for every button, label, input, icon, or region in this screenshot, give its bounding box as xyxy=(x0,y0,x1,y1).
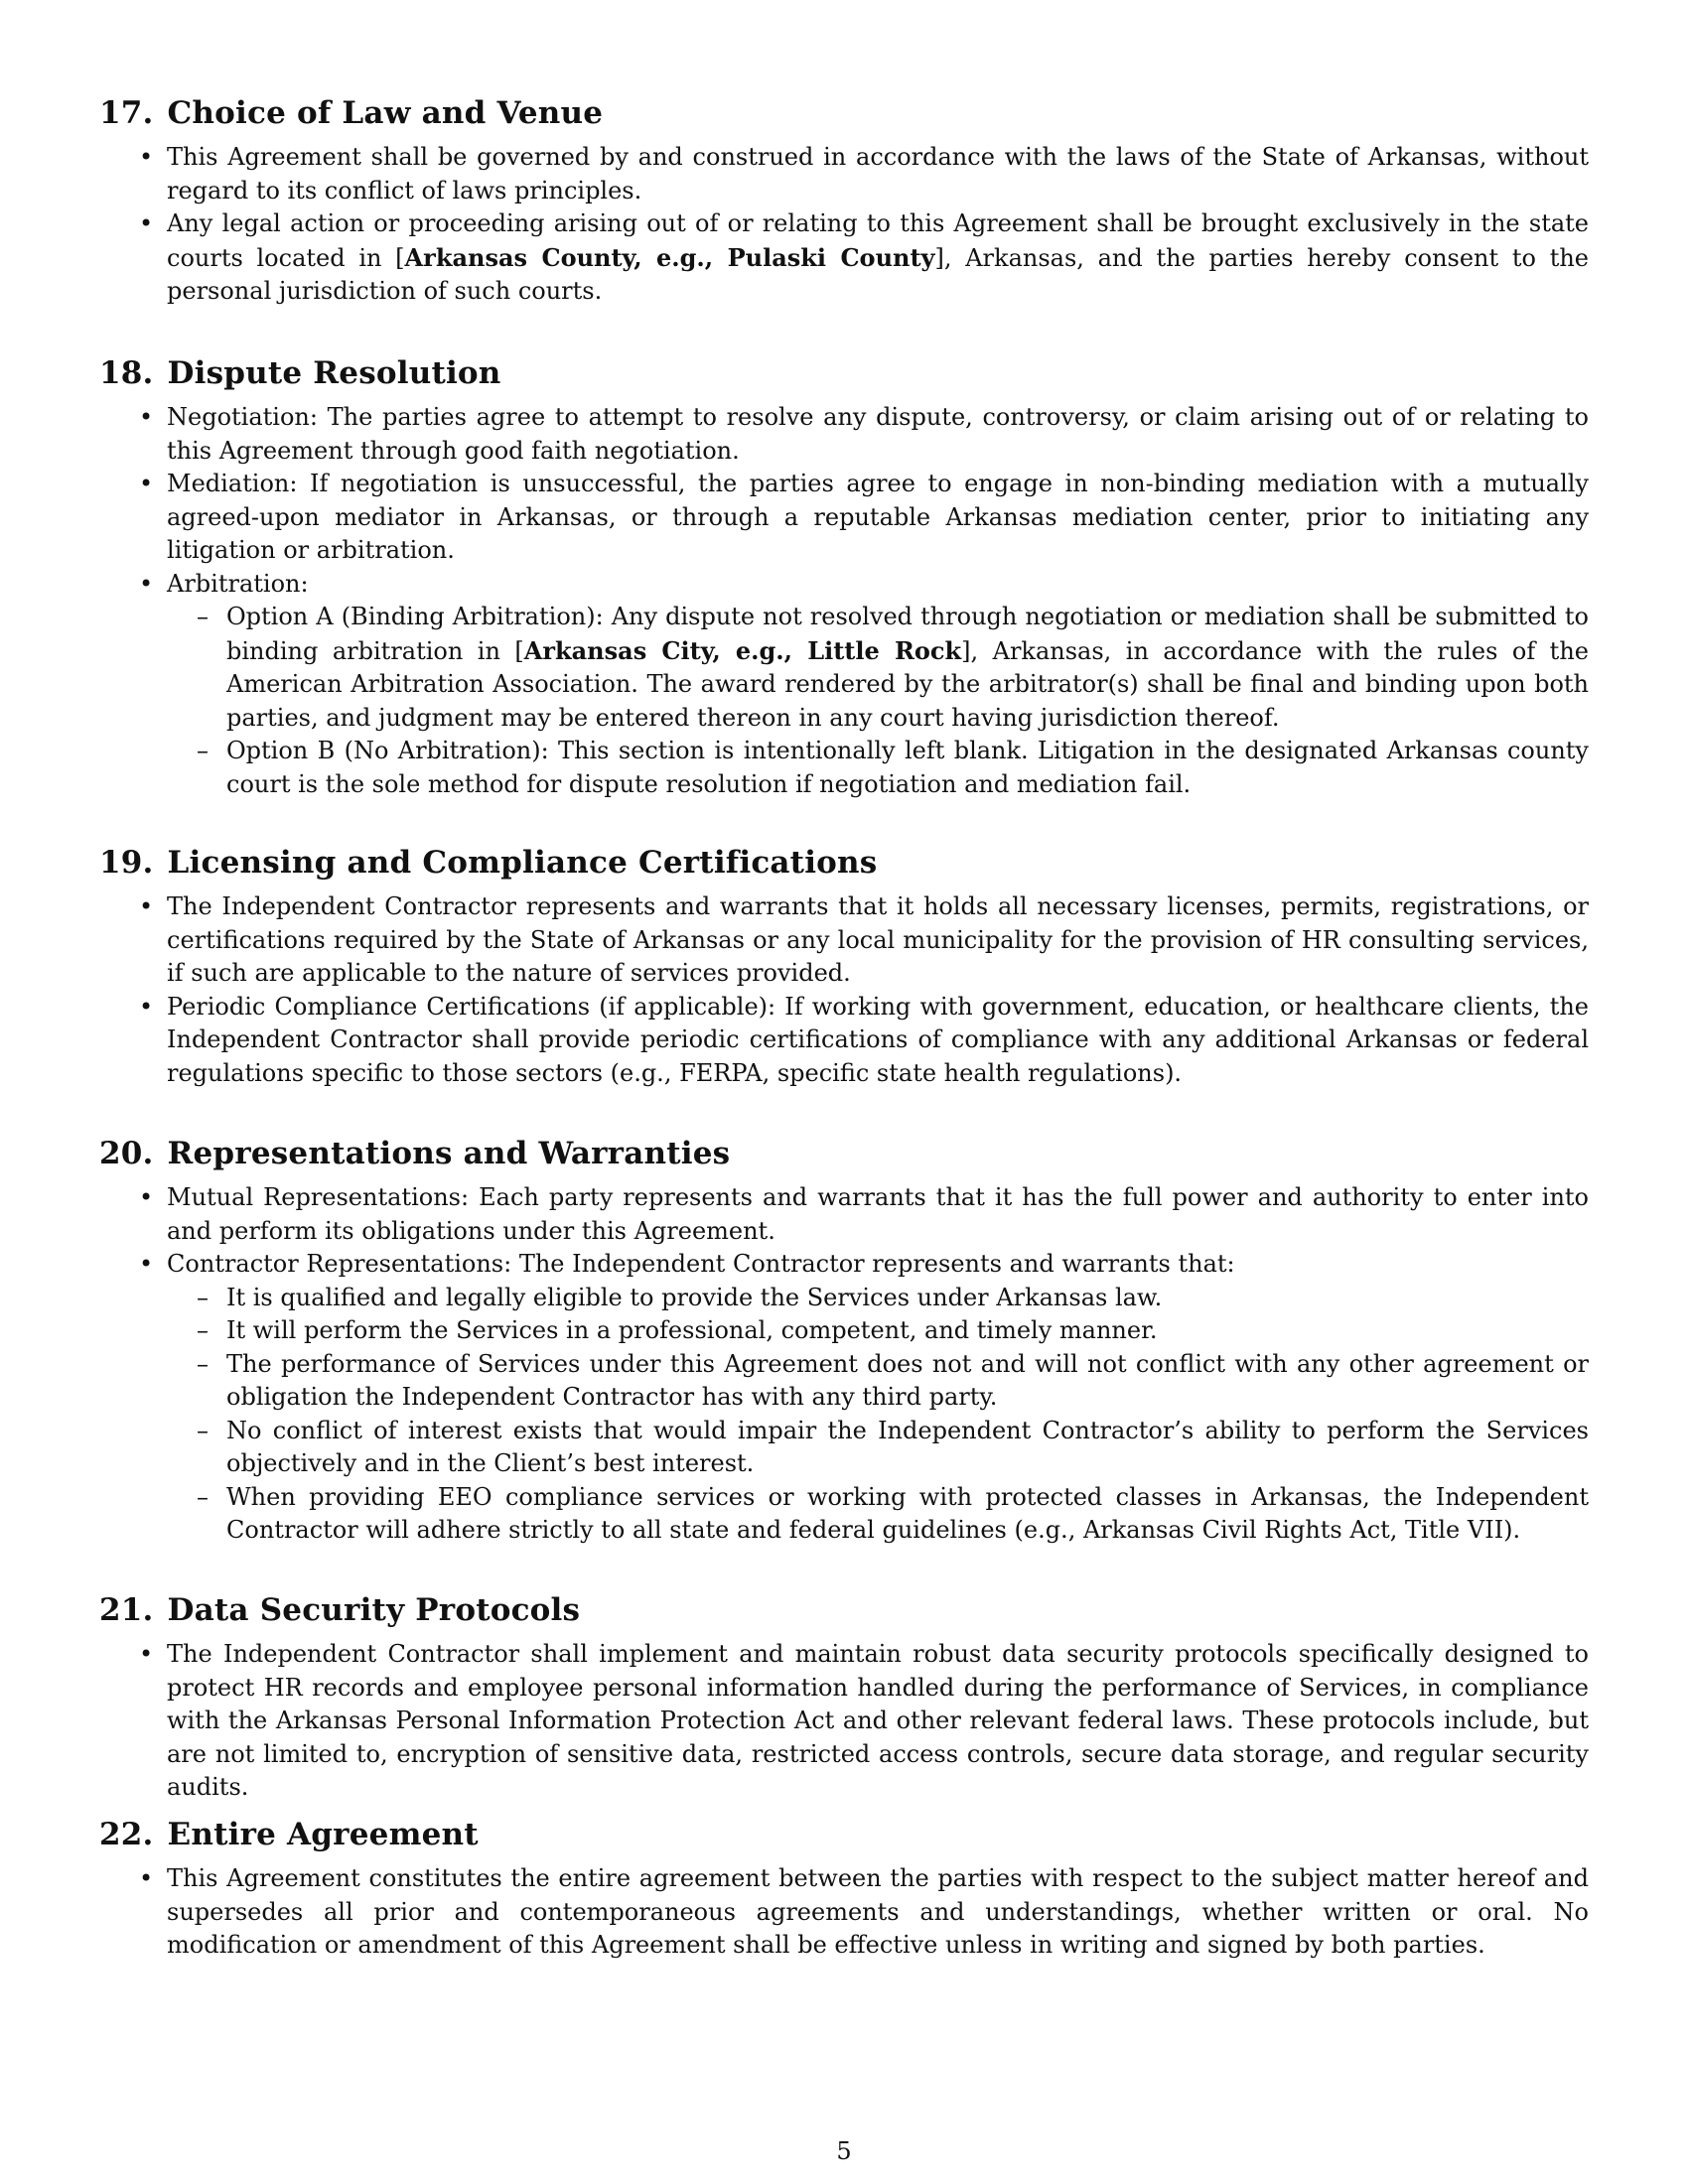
sub-list-item xyxy=(167,601,1589,735)
list-item: • Mediation: If negotiation is unsuccessful, the parties agree to engage in non-binding mediation with a mutually agreed-upon mediator in Arkansas, or through a reputable Arkansas mediation center, prior to initiating any litigation or arbitration. xyxy=(99,468,1589,568)
bullet-list xyxy=(99,401,1589,801)
section-title: Choice of Law and Venue xyxy=(167,95,604,131)
section-heading xyxy=(99,845,1589,881)
section-19 xyxy=(99,845,1589,1090)
section-title: Entire Agreement xyxy=(167,1817,479,1852)
section-title: Licensing and Compliance Certifications xyxy=(167,845,878,881)
section-heading xyxy=(99,355,1589,391)
section-title: Representations and Warranties xyxy=(167,1136,731,1171)
list-item: • Mutual Representations: Each party represents and warrants that it has the full power and authority to enter into and perform its obligations under this Agreement. xyxy=(99,1181,1589,1248)
bullet-list xyxy=(99,141,1589,309)
text-run: Arbitration: xyxy=(167,569,309,598)
sub-list xyxy=(167,1282,1589,1548)
section-20 xyxy=(99,1136,1589,1548)
section-title: Dispute Resolution xyxy=(167,355,501,391)
text-run: Contractor Representations: The Independent Contractor represents and warrants that: xyxy=(167,1250,1235,1278)
placeholder-text: Arkansas County, e.g., Pulaski County xyxy=(404,242,935,272)
section-number: 22. xyxy=(99,1817,154,1852)
section-number: 20. xyxy=(99,1136,154,1171)
section-heading xyxy=(99,1136,1589,1171)
section-number: 21. xyxy=(99,1592,154,1628)
list-item xyxy=(99,568,1589,802)
list-item: • Periodic Compliance Certifications (if applicable): If working with government, education, or healthcare clients, the Independent Contractor shall provide periodic certifications of compliance with any additional Arkansas or federal regulations specific to those sectors (e.g., FERPA, specific state health regulations). xyxy=(99,991,1589,1091)
sub-list-item: – Option B (No Arbitration): This section is intentionally left blank. Litigation in the designated Arkansas county court is the sole method for dispute resolution if negotiation and mediation fail. xyxy=(167,735,1589,801)
list-item: • The Independent Contractor represents and warrants that it holds all necessary licenses, permits, registrations, or certifications required by the State of Arkansas or any local municipality for the provision of HR consulting services, if such are applicable to the nature of services provided. xyxy=(99,890,1589,991)
list-item xyxy=(99,207,1589,309)
list-item: • Negotiation: The parties agree to attempt to resolve any dispute, controversy, or claim arising out of or relating to this Agreement through good faith negotiation. xyxy=(99,401,1589,468)
section-heading xyxy=(99,95,1589,131)
section-22 xyxy=(99,1817,1589,1963)
list-item xyxy=(99,1248,1589,1548)
sub-list-item: – It is qualified and legally eligible to provide the Services under Arkansas law. xyxy=(167,1282,1589,1315)
list-item: • The Independent Contractor shall implement and maintain robust data security protocols specifically designed to protect HR records and employee personal information handled during the performance of Services, in compliance with the Arkansas Personal Information Protection Act and other relevant federal laws. These protocols include, but are not limited to, encryption of sensitive data, restricted access controls, secure data storage, and regular security audits. xyxy=(99,1638,1589,1805)
text-run: ], Arkansas, in accordance with the rules of the American Arbitration Association. The award rendered by the arbitrator(s) shall be final and binding upon both parties, and judgment may be entered thereon in any court having jurisdiction thereof. xyxy=(226,636,1589,732)
bullet-list xyxy=(99,1181,1589,1548)
sub-list-item: – It will perform the Services in a professional, competent, and timely manner. xyxy=(167,1314,1589,1348)
section-18 xyxy=(99,355,1589,801)
bullet-list xyxy=(99,890,1589,1090)
sub-list xyxy=(167,601,1589,801)
page-number: 5 xyxy=(836,2137,852,2165)
list-item: • This Agreement constitutes the entire agreement between the parties with respect to the subject matter hereof and supersedes all prior and contemporaneous agreements and understandings, whether written or oral. No modification or amendment of this Agreement shall be effective unless in writing and signed by both parties. xyxy=(99,1862,1589,1963)
section-21 xyxy=(99,1592,1589,1805)
sub-list-item: – The performance of Services under this Agreement does not and will not conflict with any other agreement or obligation the Independent Contractor has with any third party. xyxy=(167,1348,1589,1415)
sub-list-item: – No conflict of interest exists that would impair the Independent Contractor’s ability to perform the Services objectively and in the Client’s best interest. xyxy=(167,1415,1589,1481)
section-number: 19. xyxy=(99,845,154,881)
section-heading xyxy=(99,1817,1589,1852)
text-run: Option A (Binding Arbitration): Any dispute not resolved through negotiation or mediation shall be submitted to binding arbitration in [ xyxy=(226,603,1589,665)
text-run: ], Arkansas, and the parties hereby consent to the personal jurisdiction of such courts. xyxy=(167,243,1590,305)
bullet-list xyxy=(99,1638,1589,1805)
section-number: 18. xyxy=(99,355,154,391)
list-item: • This Agreement shall be governed by and construed in accordance with the laws of the State of Arkansas, without regard to its conflict of laws principles. xyxy=(99,141,1589,207)
sub-list-item: – When providing EEO compliance services or working with protected classes in Arkansas, the Independent Contractor will adhere strictly to all state and federal guidelines (e.g., Arkansas Civil Rights Act, Title VII). xyxy=(167,1481,1589,1548)
section-heading xyxy=(99,1592,1589,1628)
section-17 xyxy=(99,95,1589,309)
section-number: 17. xyxy=(99,95,154,131)
text-run: Any legal action or proceeding arising out of or relating to this Agreement shall be brought exclusively in the state courts located in [ xyxy=(167,209,1589,272)
bullet-list xyxy=(99,1862,1589,1963)
placeholder-text: Arkansas City, e.g., Little Rock xyxy=(523,635,962,665)
document-page xyxy=(99,0,1589,2184)
section-title: Data Security Protocols xyxy=(167,1592,581,1628)
